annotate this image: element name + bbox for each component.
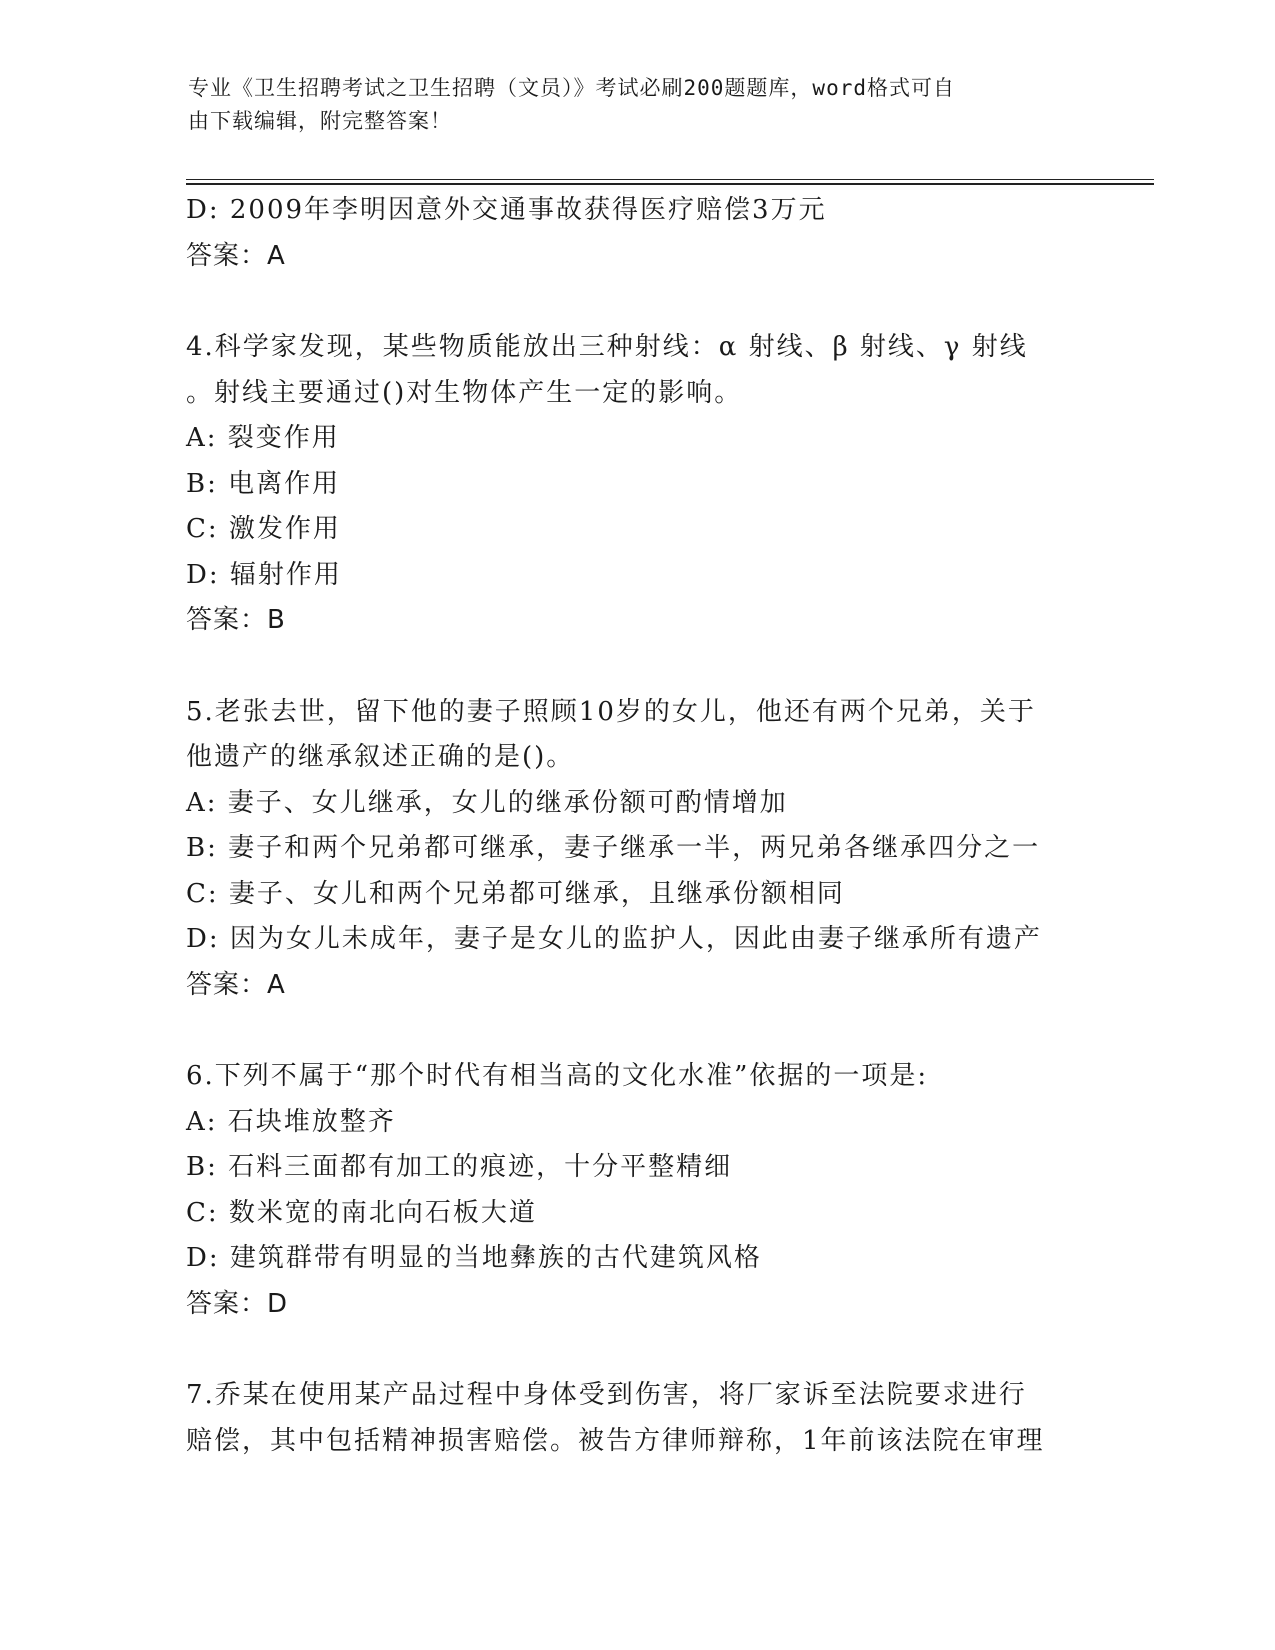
spacer <box>186 1008 1086 1054</box>
header-line-2: 由下载编辑，附完整答案！ <box>188 109 452 133</box>
q6-stem-line-1: 6.下列不属于“那个时代有相当高的文化水准”依据的一项是: <box>186 1061 929 1091</box>
q4-option-d: D: 辐射作用 <box>186 559 342 590</box>
q6-option-c: C: 数米宽的南北向石板大道 <box>186 1197 537 1228</box>
header-rule-thin <box>186 179 1154 180</box>
q3-answer: 答案：A <box>186 240 286 271</box>
spacer <box>186 1327 1086 1373</box>
question-6 <box>186 1054 1086 1327</box>
q4-answer: 答案：B <box>186 605 286 635</box>
q7-stem-line-1: 7.乔某在使用某产品过程中身体受到伤害，将厂家诉至法院要求进行 <box>186 1380 1027 1410</box>
header-line-1: 专业《卫生招聘考试之卫生招聘（文员）》考试必刷200题题库，word格式可自 <box>188 76 955 100</box>
q6-option-a: A: 石块堆放整齐 <box>186 1106 396 1137</box>
document-header <box>188 72 1068 138</box>
q4-stem-line-1: 4.科学家发现，某些物质能放出三种射线：α 射线、β 射线、γ 射线 <box>186 332 1028 362</box>
q5-stem-line-2: 他遗产的继承叙述正确的是()。 <box>186 742 575 772</box>
q5-option-a: A: 妻子、女儿继承，女儿的继承份额可酌情增加 <box>186 787 788 818</box>
q6-option-d: D: 建筑群带有明显的当地彝族的古代建筑风格 <box>186 1243 762 1273</box>
question-7 <box>186 1373 1086 1464</box>
q3-option-d: D: 2009年李明因意外交通事故获得医疗赔偿3万元 <box>186 195 827 225</box>
header-rule-thick <box>186 183 1154 185</box>
q5-option-d: D: 因为女儿未成年，妻子是女儿的监护人，因此由妻子继承所有遗产 <box>186 924 1042 954</box>
question-list <box>186 188 1086 1464</box>
q4-option-a: A: 裂变作用 <box>186 423 340 453</box>
spacer <box>186 279 1086 325</box>
question-3-tail <box>186 188 1086 279</box>
q7-stem-line-2: 赔偿，其中包括精神损害赔偿。被告方律师辩称，1年前该法院在审理 <box>186 1425 1045 1456</box>
q4-option-c: C: 激发作用 <box>186 514 341 544</box>
spacer <box>186 644 1086 690</box>
q5-answer: 答案：A <box>186 969 286 1000</box>
q5-option-b: B: 妻子和两个兄弟都可继承，妻子继承一半，两兄弟各继承四分之一 <box>186 833 1041 863</box>
q4-stem-line-2: 。射线主要通过()对生物体产生一定的影响。 <box>186 377 743 408</box>
question-4 <box>186 325 1086 644</box>
q5-option-c: C: 妻子、女儿和两个兄弟都可继承，且继承份额相同 <box>186 878 845 909</box>
question-5 <box>186 690 1086 1009</box>
q6-answer: 答案：D <box>186 1288 289 1319</box>
q6-option-b: B: 石料三面都有加工的痕迹，十分平整精细 <box>186 1152 733 1182</box>
q4-option-b: B: 电离作用 <box>186 468 341 499</box>
q5-stem-line-1: 5.老张去世，留下他的妻子照顾10岁的女儿，他还有两个兄弟，关于 <box>186 696 1036 727</box>
